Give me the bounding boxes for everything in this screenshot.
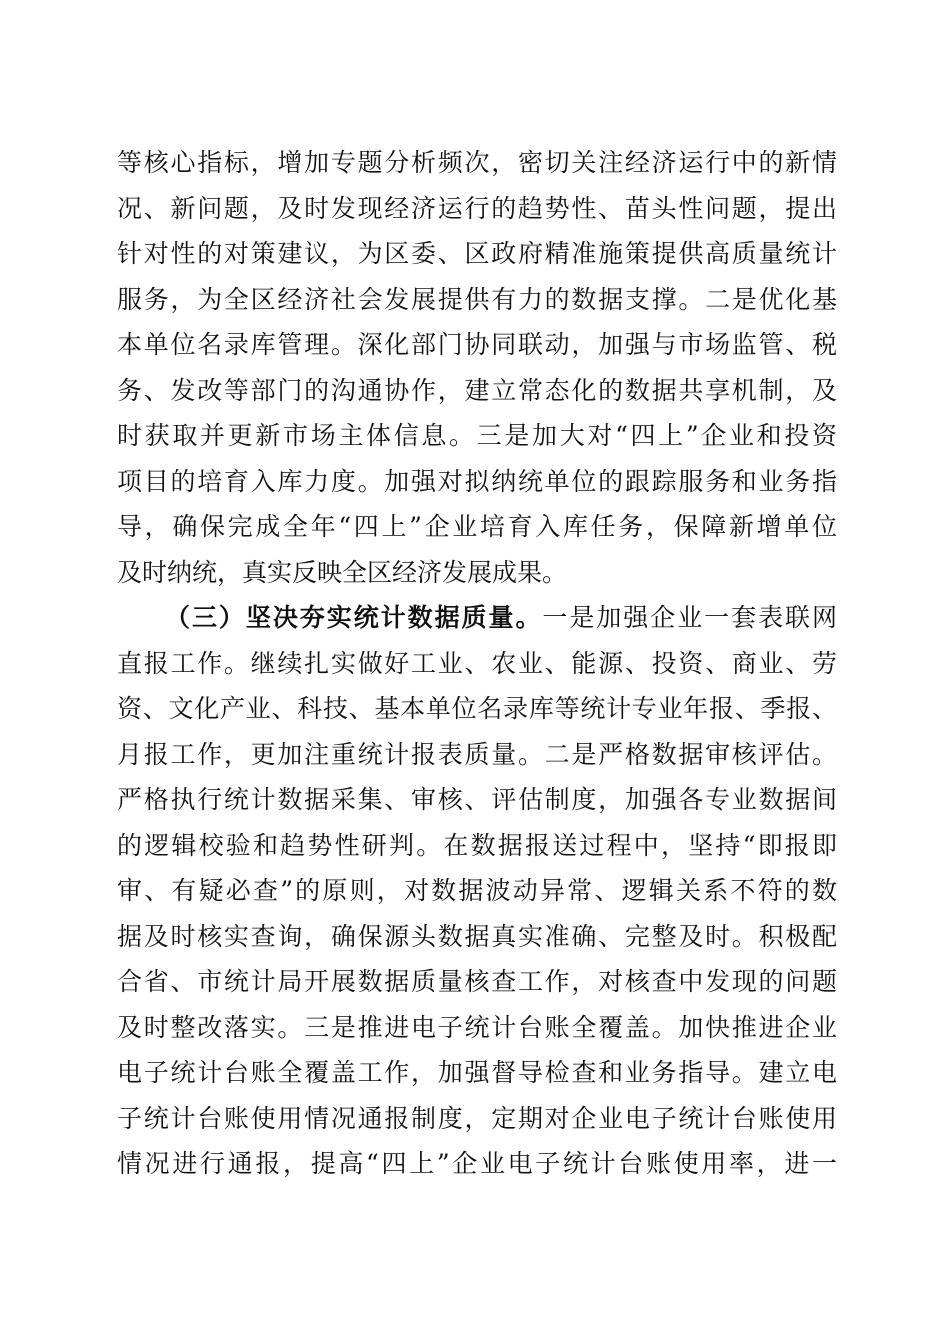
paragraph-line: 本单位名录库管理。深化部门协同联动，加强与市场监管、税 xyxy=(117,330,837,359)
paragraph-line: 导，确保完成全年“四上”企业培育入库任务，保障新增单位 xyxy=(117,512,837,541)
paragraph-line: 审、有疑必查”的原则，对数据波动异常、逻辑关系不符的数 xyxy=(117,876,837,905)
paragraph-line: 及时整改落实。三是推进电子统计台账全覆盖。加快推进企业 xyxy=(117,1012,837,1042)
paragraph-line: 及时纳统，真实反映全区经济发展成果。 xyxy=(117,557,568,587)
paragraph-line: 情况进行通报，提高“四上”企业电子统计台账使用率，进一 xyxy=(117,1149,837,1178)
paragraph-first-line xyxy=(117,595,837,641)
paragraph-line: 据及时核实查询，确保源头数据真实准确、完整及时。积极配 xyxy=(117,921,837,951)
paragraph-line: 针对性的对策建议，为区委、区政府精准施策提供高质量统计 xyxy=(117,239,837,268)
paragraph-2 xyxy=(117,595,837,1187)
paragraph-line: 等核心指标，增加专题分析频次，密切关注经济运行中的新情 xyxy=(117,148,837,177)
paragraph-line: 资、文化产业、科技、基本单位名录库等统计专业年报、季报、 xyxy=(117,694,837,723)
first-line-rest: 一是加强企业一套表联网 xyxy=(542,603,837,632)
paragraph-line: 严格执行统计数据采集、审核、评估制度，加强各专业数据间 xyxy=(117,785,837,814)
paragraph-line: 的逻辑校验和趋势性研判。在数据报送过程中，坚持“即报即 xyxy=(117,830,837,860)
section-heading: （三）坚决夯实统计数据质量。 xyxy=(165,603,543,632)
paragraph-line: 务、发改等部门的沟通协作，建立常态化的数据共享机制，及 xyxy=(117,375,837,405)
paragraph-line: 月报工作，更加注重统计报表质量。二是严格数据审核评估。 xyxy=(117,739,837,769)
paragraph-line: 时获取并更新市场主体信息。三是加大对“四上”企业和投资 xyxy=(117,421,837,450)
paragraph-line: 电子统计台账全覆盖工作，加强督导检查和业务指导。建立电 xyxy=(117,1058,837,1087)
paragraph-line: 服务，为全区经济社会发展提供有力的数据支撑。二是优化基 xyxy=(117,284,837,314)
paragraph-line: 直报工作。继续扎实做好工业、农业、能源、投资、商业、劳 xyxy=(117,648,837,678)
paragraph-line: 项目的培育入库力度。加强对拟纳统单位的跟踪服务和业务指 xyxy=(117,466,837,496)
body-text xyxy=(117,140,837,1187)
paragraph-line: 合省、市统计局开展数据质量核查工作，对核查中发现的问题 xyxy=(117,967,837,996)
paragraph-line: 况、新问题，及时发现经济运行的趋势性、苗头性问题，提出 xyxy=(117,193,837,223)
paragraph-1 xyxy=(117,140,837,595)
paragraph-line: 子统计台账使用情况通报制度，定期对企业电子统计台账使用 xyxy=(117,1103,837,1133)
